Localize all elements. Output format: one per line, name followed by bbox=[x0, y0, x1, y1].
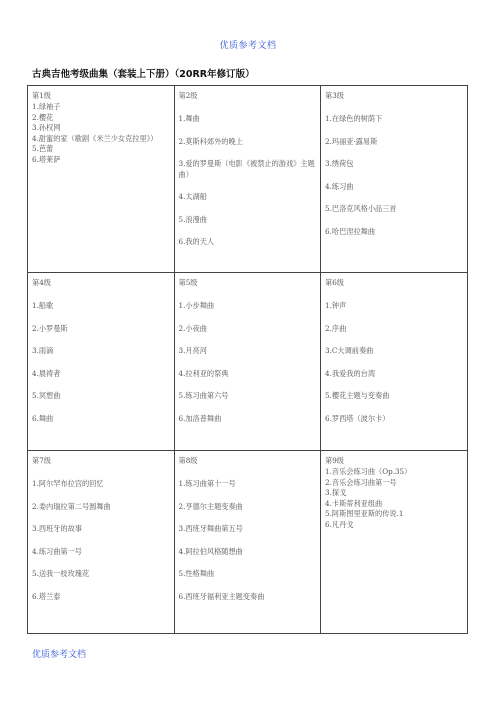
list-item: 2.莫斯科郊外的晚上 bbox=[178, 136, 243, 146]
grade-3-title: 第3级 bbox=[325, 91, 344, 100]
list-item: 6.凡丹戈 bbox=[325, 519, 354, 529]
list-item: 1.音乐会练习曲（Op.35） bbox=[325, 467, 412, 476]
list-item: 5.练习曲第六号 bbox=[178, 391, 229, 400]
document-title: 古典吉他考级曲集（套装上下册）（20RR年修订版） bbox=[32, 69, 255, 80]
list-item: 4.练习曲 bbox=[325, 181, 354, 191]
footer-watermark: 优质参考文档 bbox=[32, 650, 87, 660]
list-item: 4.拉利亚的祭典 bbox=[178, 368, 229, 378]
list-item: 3.西班牙舞曲第五号 bbox=[178, 524, 243, 533]
list-item: 6.我的天人 bbox=[178, 237, 215, 246]
list-item: 2.樱花 bbox=[32, 112, 54, 122]
list-item: 5.性格舞曲 bbox=[178, 569, 215, 578]
header-watermark: 优质参考文档 bbox=[219, 41, 277, 51]
list-item: 2.委内瑞拉第二号圆舞曲 bbox=[32, 501, 111, 511]
grade-5-cell bbox=[174, 273, 321, 451]
list-item: 2.玛丽亚·露易斯 bbox=[325, 136, 378, 146]
grade-4-cell bbox=[28, 273, 175, 451]
list-item: 5.阿斯图里亚斯的传说.1 bbox=[325, 509, 404, 518]
list-item: 1.练习曲第十一号 bbox=[178, 479, 236, 488]
list-item: 4.练习曲第一号 bbox=[32, 546, 82, 556]
list-item: 3.绣荷包 bbox=[325, 159, 354, 168]
list-item: 3.爱的罗曼斯（电影《被禁止的游戏》主题曲） bbox=[178, 159, 315, 179]
list-item: 1.绿袖子 bbox=[32, 102, 61, 111]
list-item: 2.亨德尔主题变奏曲 bbox=[178, 501, 243, 511]
grade-2-cell bbox=[174, 86, 321, 273]
grade-9-title: 第9级 bbox=[325, 456, 344, 465]
grade-6-title: 第6级 bbox=[325, 278, 344, 287]
list-item: 4.卡斯蒂利亚组曲 bbox=[325, 498, 383, 508]
list-item: 1.舞曲 bbox=[178, 114, 200, 123]
grade-8-cell bbox=[174, 451, 321, 634]
grade-6-cell bbox=[321, 273, 468, 451]
grade-7-title: 第7级 bbox=[32, 456, 51, 465]
list-item: 4.我爱我的台湾 bbox=[325, 368, 376, 378]
list-item: 1.阿尔罕布拉宫的回忆 bbox=[32, 479, 104, 488]
list-item: 3.探戈 bbox=[325, 488, 347, 497]
list-item: 2.小夜曲 bbox=[178, 323, 207, 333]
list-item: 2.小罗曼斯 bbox=[32, 323, 68, 333]
grade-1-title: 第1级 bbox=[32, 91, 51, 100]
list-item: 1.在绿色的树荫下 bbox=[325, 114, 383, 123]
grade-4-title: 第4级 bbox=[32, 278, 51, 287]
list-item: 1.船歌 bbox=[32, 301, 54, 310]
list-item: 5.巴洛克风格小品三首 bbox=[325, 204, 397, 213]
list-item: 6.西班牙福利亚主题变奏曲 bbox=[178, 591, 265, 601]
list-item: 5.送我一枝玫瑰花 bbox=[32, 569, 90, 578]
list-item: 5.浪漫曲 bbox=[178, 214, 207, 224]
list-item: 4.晨祷者 bbox=[32, 368, 61, 378]
list-item: 5.芭蕾 bbox=[32, 144, 54, 153]
list-item: 3.雨滴 bbox=[32, 346, 54, 355]
list-item: 2.序曲 bbox=[325, 323, 347, 333]
grade-1-cell bbox=[28, 86, 175, 273]
list-item: 5.冥想曲 bbox=[32, 391, 61, 400]
list-item: 6.哈巴涅拉舞曲 bbox=[325, 226, 376, 236]
list-item: 1.钟声 bbox=[325, 301, 347, 310]
list-item: 4.甜蜜的家（歌剧《米兰少女克拉里》） bbox=[32, 133, 158, 143]
list-item: 6.塔兰泰 bbox=[32, 591, 61, 601]
grade-8-title: 第8级 bbox=[178, 456, 198, 465]
list-item: 6.舞曲 bbox=[32, 413, 54, 423]
list-item: 6.塔莱萨 bbox=[32, 154, 61, 164]
grade-9-cell bbox=[321, 451, 468, 634]
grade-5-title: 第5级 bbox=[178, 278, 198, 287]
list-item: 3.月亮河 bbox=[178, 346, 207, 355]
list-item: 6.罗西塔（波尔卡） bbox=[325, 413, 390, 423]
grade-2-title: 第2级 bbox=[178, 91, 198, 100]
grade-3-cell bbox=[321, 86, 468, 273]
list-item: 4.太湖船 bbox=[178, 192, 207, 201]
list-item: 2.音乐会练习曲第一号 bbox=[325, 477, 397, 487]
list-item: 5.樱花主题与变奏曲 bbox=[325, 391, 390, 400]
list-item: 6.加洛普舞曲 bbox=[178, 413, 222, 423]
grade-table bbox=[27, 85, 468, 634]
list-item: 4.阿拉伯风格随想曲 bbox=[178, 546, 243, 556]
list-item: 3.C大调前奏曲 bbox=[325, 346, 374, 355]
grade-7-cell bbox=[28, 451, 175, 634]
list-item: 3.西班牙的故事 bbox=[32, 524, 82, 533]
list-item: 3.孙权网 bbox=[32, 123, 61, 132]
list-item: 1.小步舞曲 bbox=[178, 301, 215, 310]
